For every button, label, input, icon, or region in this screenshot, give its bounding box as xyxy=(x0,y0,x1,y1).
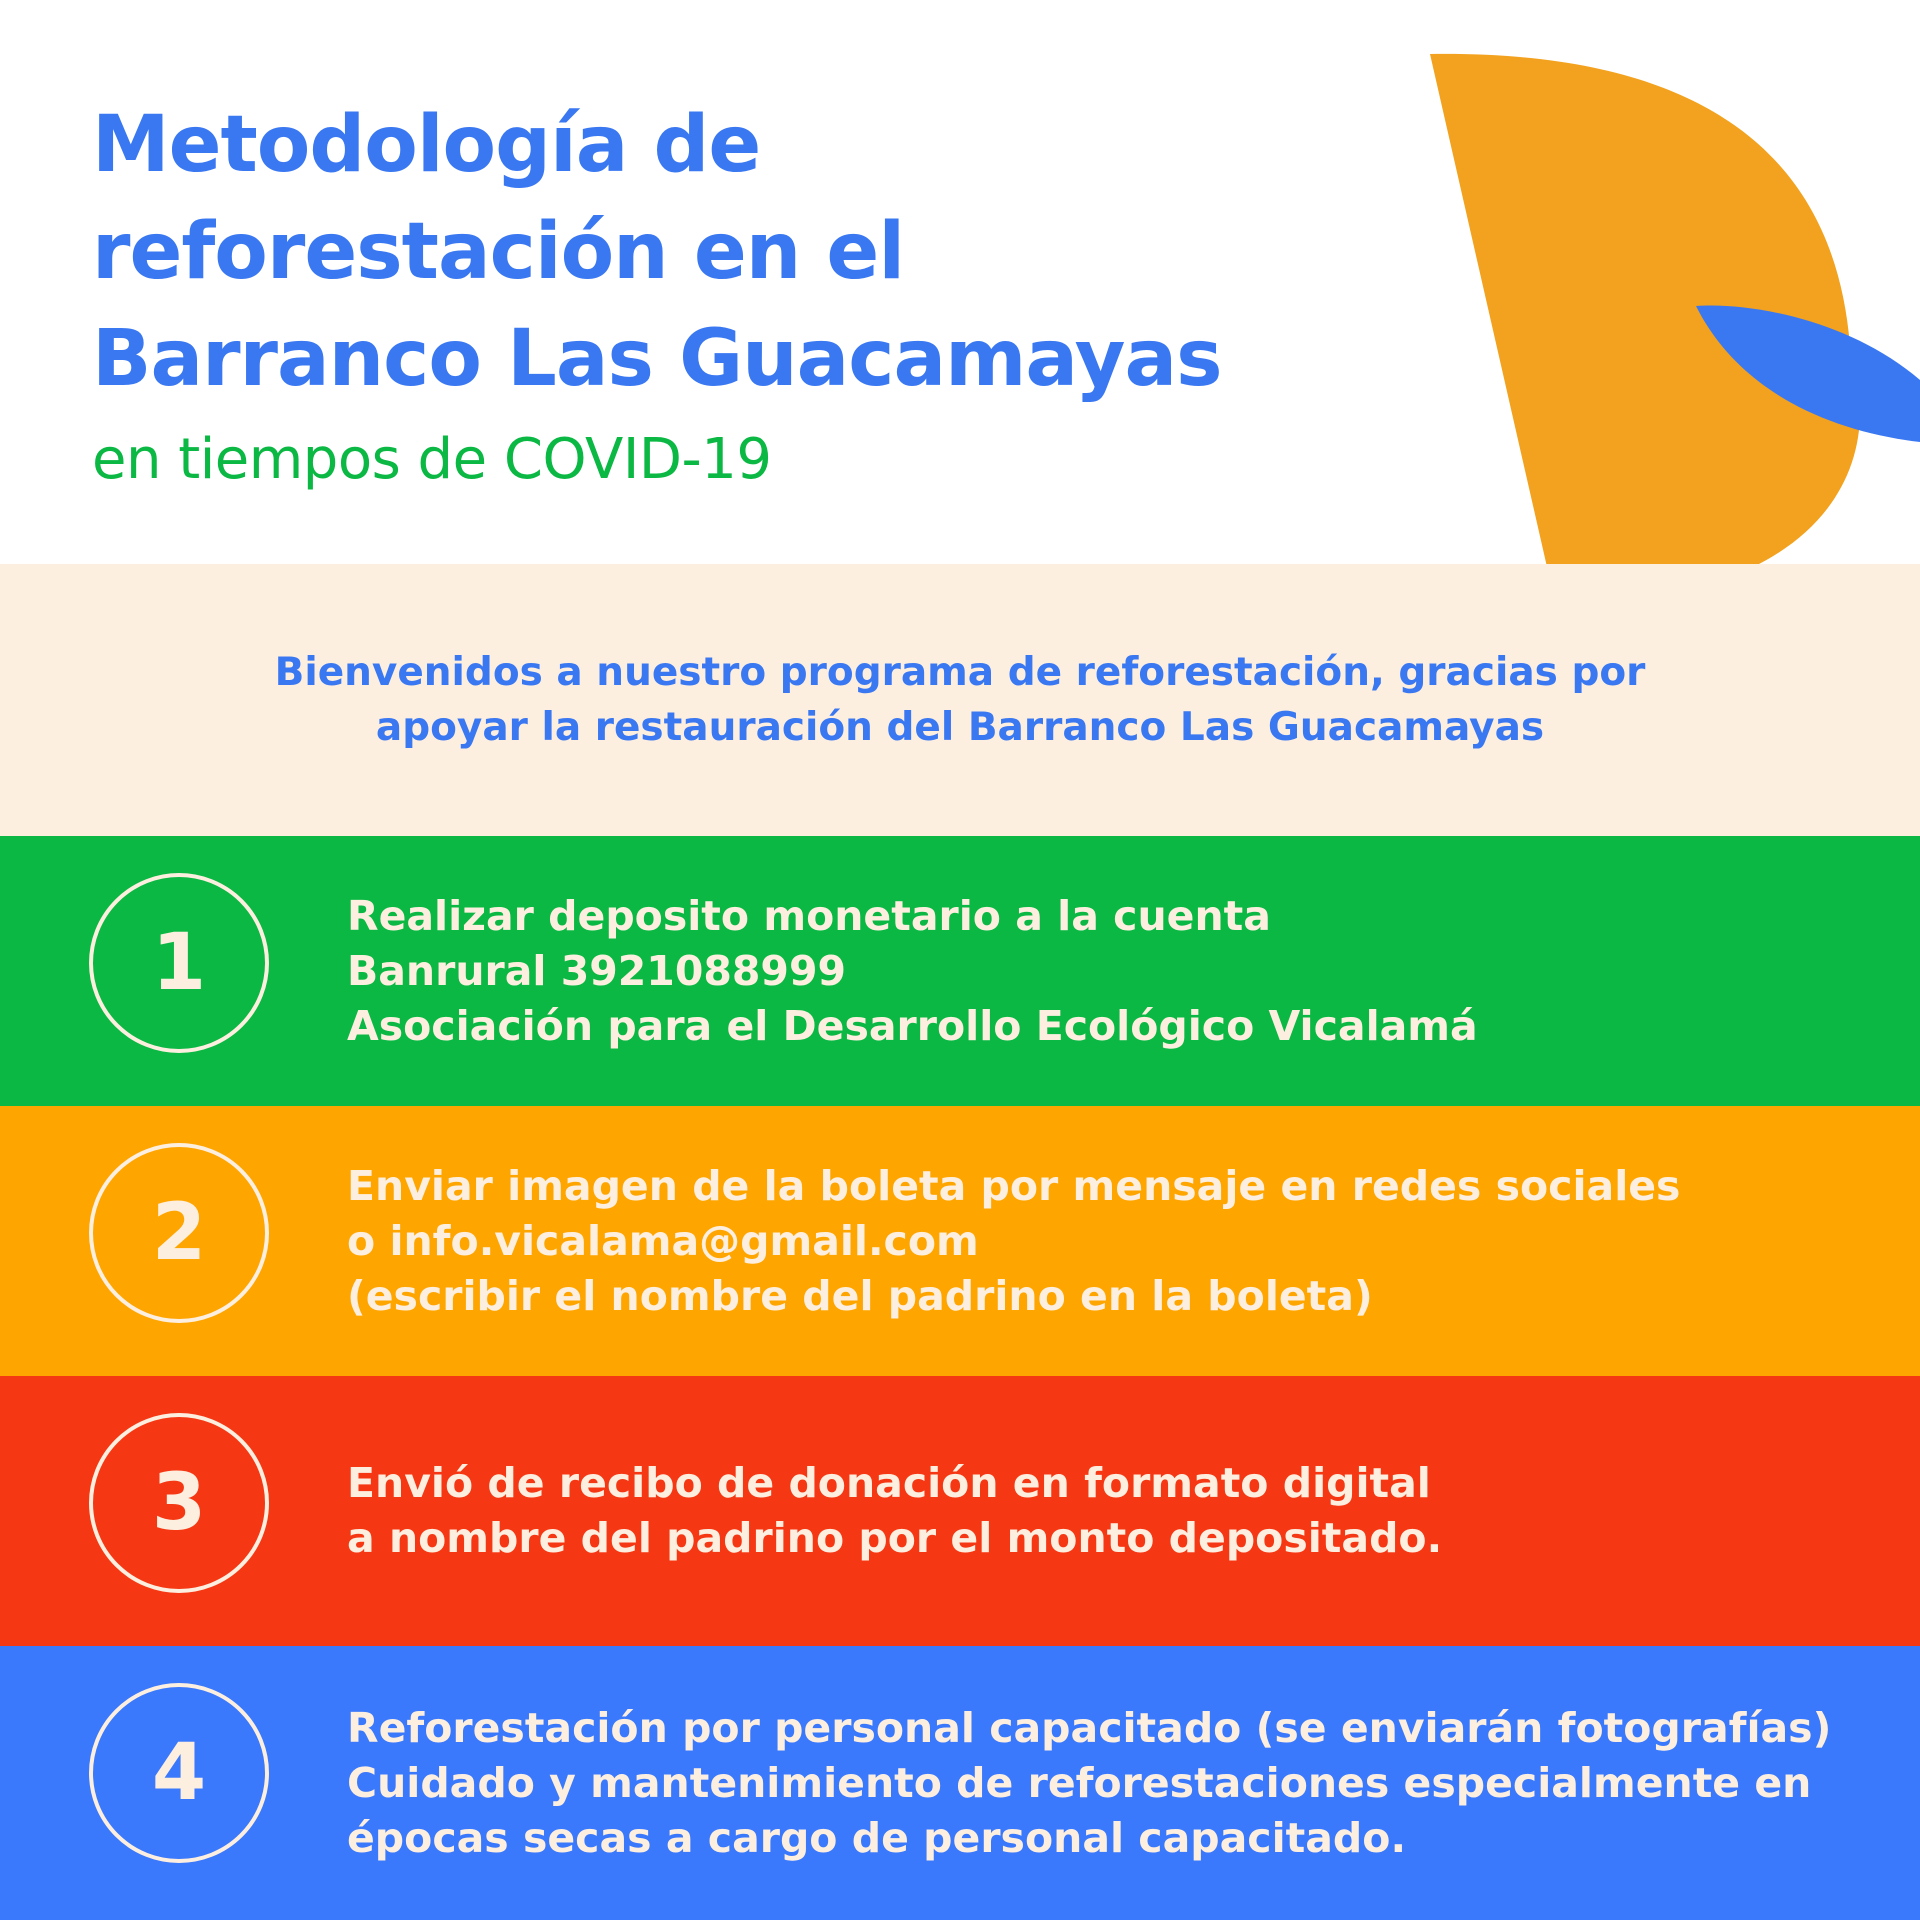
welcome-banner xyxy=(0,564,1920,836)
page-subtitle: en tiempos de COVID-19 xyxy=(92,427,772,492)
step-2 xyxy=(0,1106,1920,1376)
leaf-logo-icon xyxy=(1380,40,1920,620)
step-text: Reforestación por personal capacitado (se enviarán fotografías) Cuidado y mantenimiento de reforestaciones especialmente en épocas secas a cargo de personal capacitado. xyxy=(347,1703,1832,1862)
step-text: Envió de recibo de donación en formato digital a nombre del padrino por el monto depositado. xyxy=(347,1459,1443,1562)
step-number-badge: 1 xyxy=(89,873,269,1053)
welcome-text: Bienvenidos a nuestro programa de reforestación, gracias por apoyar la restauración del Barranco Las Guacamayas xyxy=(274,650,1646,750)
page-title: Metodología de reforestación en el Barranco Las Guacamayas xyxy=(92,100,1222,404)
step-4 xyxy=(0,1646,1920,1920)
step-number-badge: 4 xyxy=(89,1683,269,1863)
step-3 xyxy=(0,1376,1920,1646)
step-1 xyxy=(0,836,1920,1106)
step-number-badge: 2 xyxy=(89,1143,269,1323)
header xyxy=(0,0,1920,564)
step-text: Realizar deposito monetario a la cuenta Banrural 3921088999 Asociación para el Desarrollo Ecológico Vicalamá xyxy=(347,891,1478,1050)
step-number-badge: 3 xyxy=(89,1413,269,1593)
step-text: Enviar imagen de la boleta por mensaje en redes sociales o info.vicalama@gmail.com (escribir el nombre del padrino en la boleta) xyxy=(347,1161,1681,1320)
